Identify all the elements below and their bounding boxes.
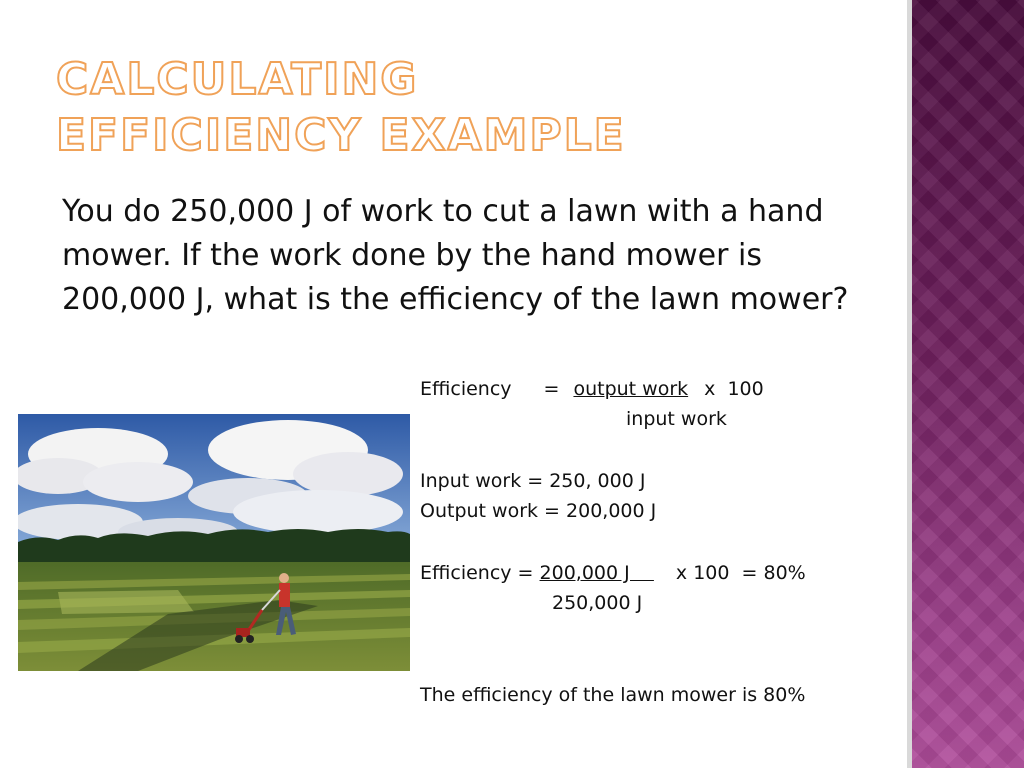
lawn-mower-photo	[18, 414, 410, 671]
decorative-side-band	[912, 0, 1024, 768]
formula-line	[420, 374, 764, 404]
formula-label: Efficiency	[420, 378, 512, 400]
problem-statement: You do 250,000 J of work to cut a lawn with a hand mower. If the work done by the hand mower is 200,000 J, what is the efficiency of the lawn mower?	[62, 194, 849, 317]
calculation-result: x 100 = 80%	[675, 562, 806, 584]
formula-denominator: input work	[626, 408, 727, 430]
formula-multiplier: x 100	[704, 378, 764, 400]
calculation-denominator: 250,000 J	[552, 592, 643, 614]
answer-text: The efficiency of the lawn mower is 80%	[420, 684, 806, 706]
calculation-line	[420, 558, 806, 588]
formula-numerator: output work	[573, 378, 689, 400]
formula-equals: =	[543, 378, 560, 400]
given-output-work: Output work = 200,000 J	[420, 500, 657, 522]
calculation-numerator: 200,000 J	[539, 562, 654, 584]
slide-title: CALCULATING EFFICIENCY EXAMPLE	[56, 54, 626, 161]
calculation-label: Efficiency =	[420, 562, 534, 584]
given-input-work: Input work = 250, 000 J	[420, 470, 646, 492]
